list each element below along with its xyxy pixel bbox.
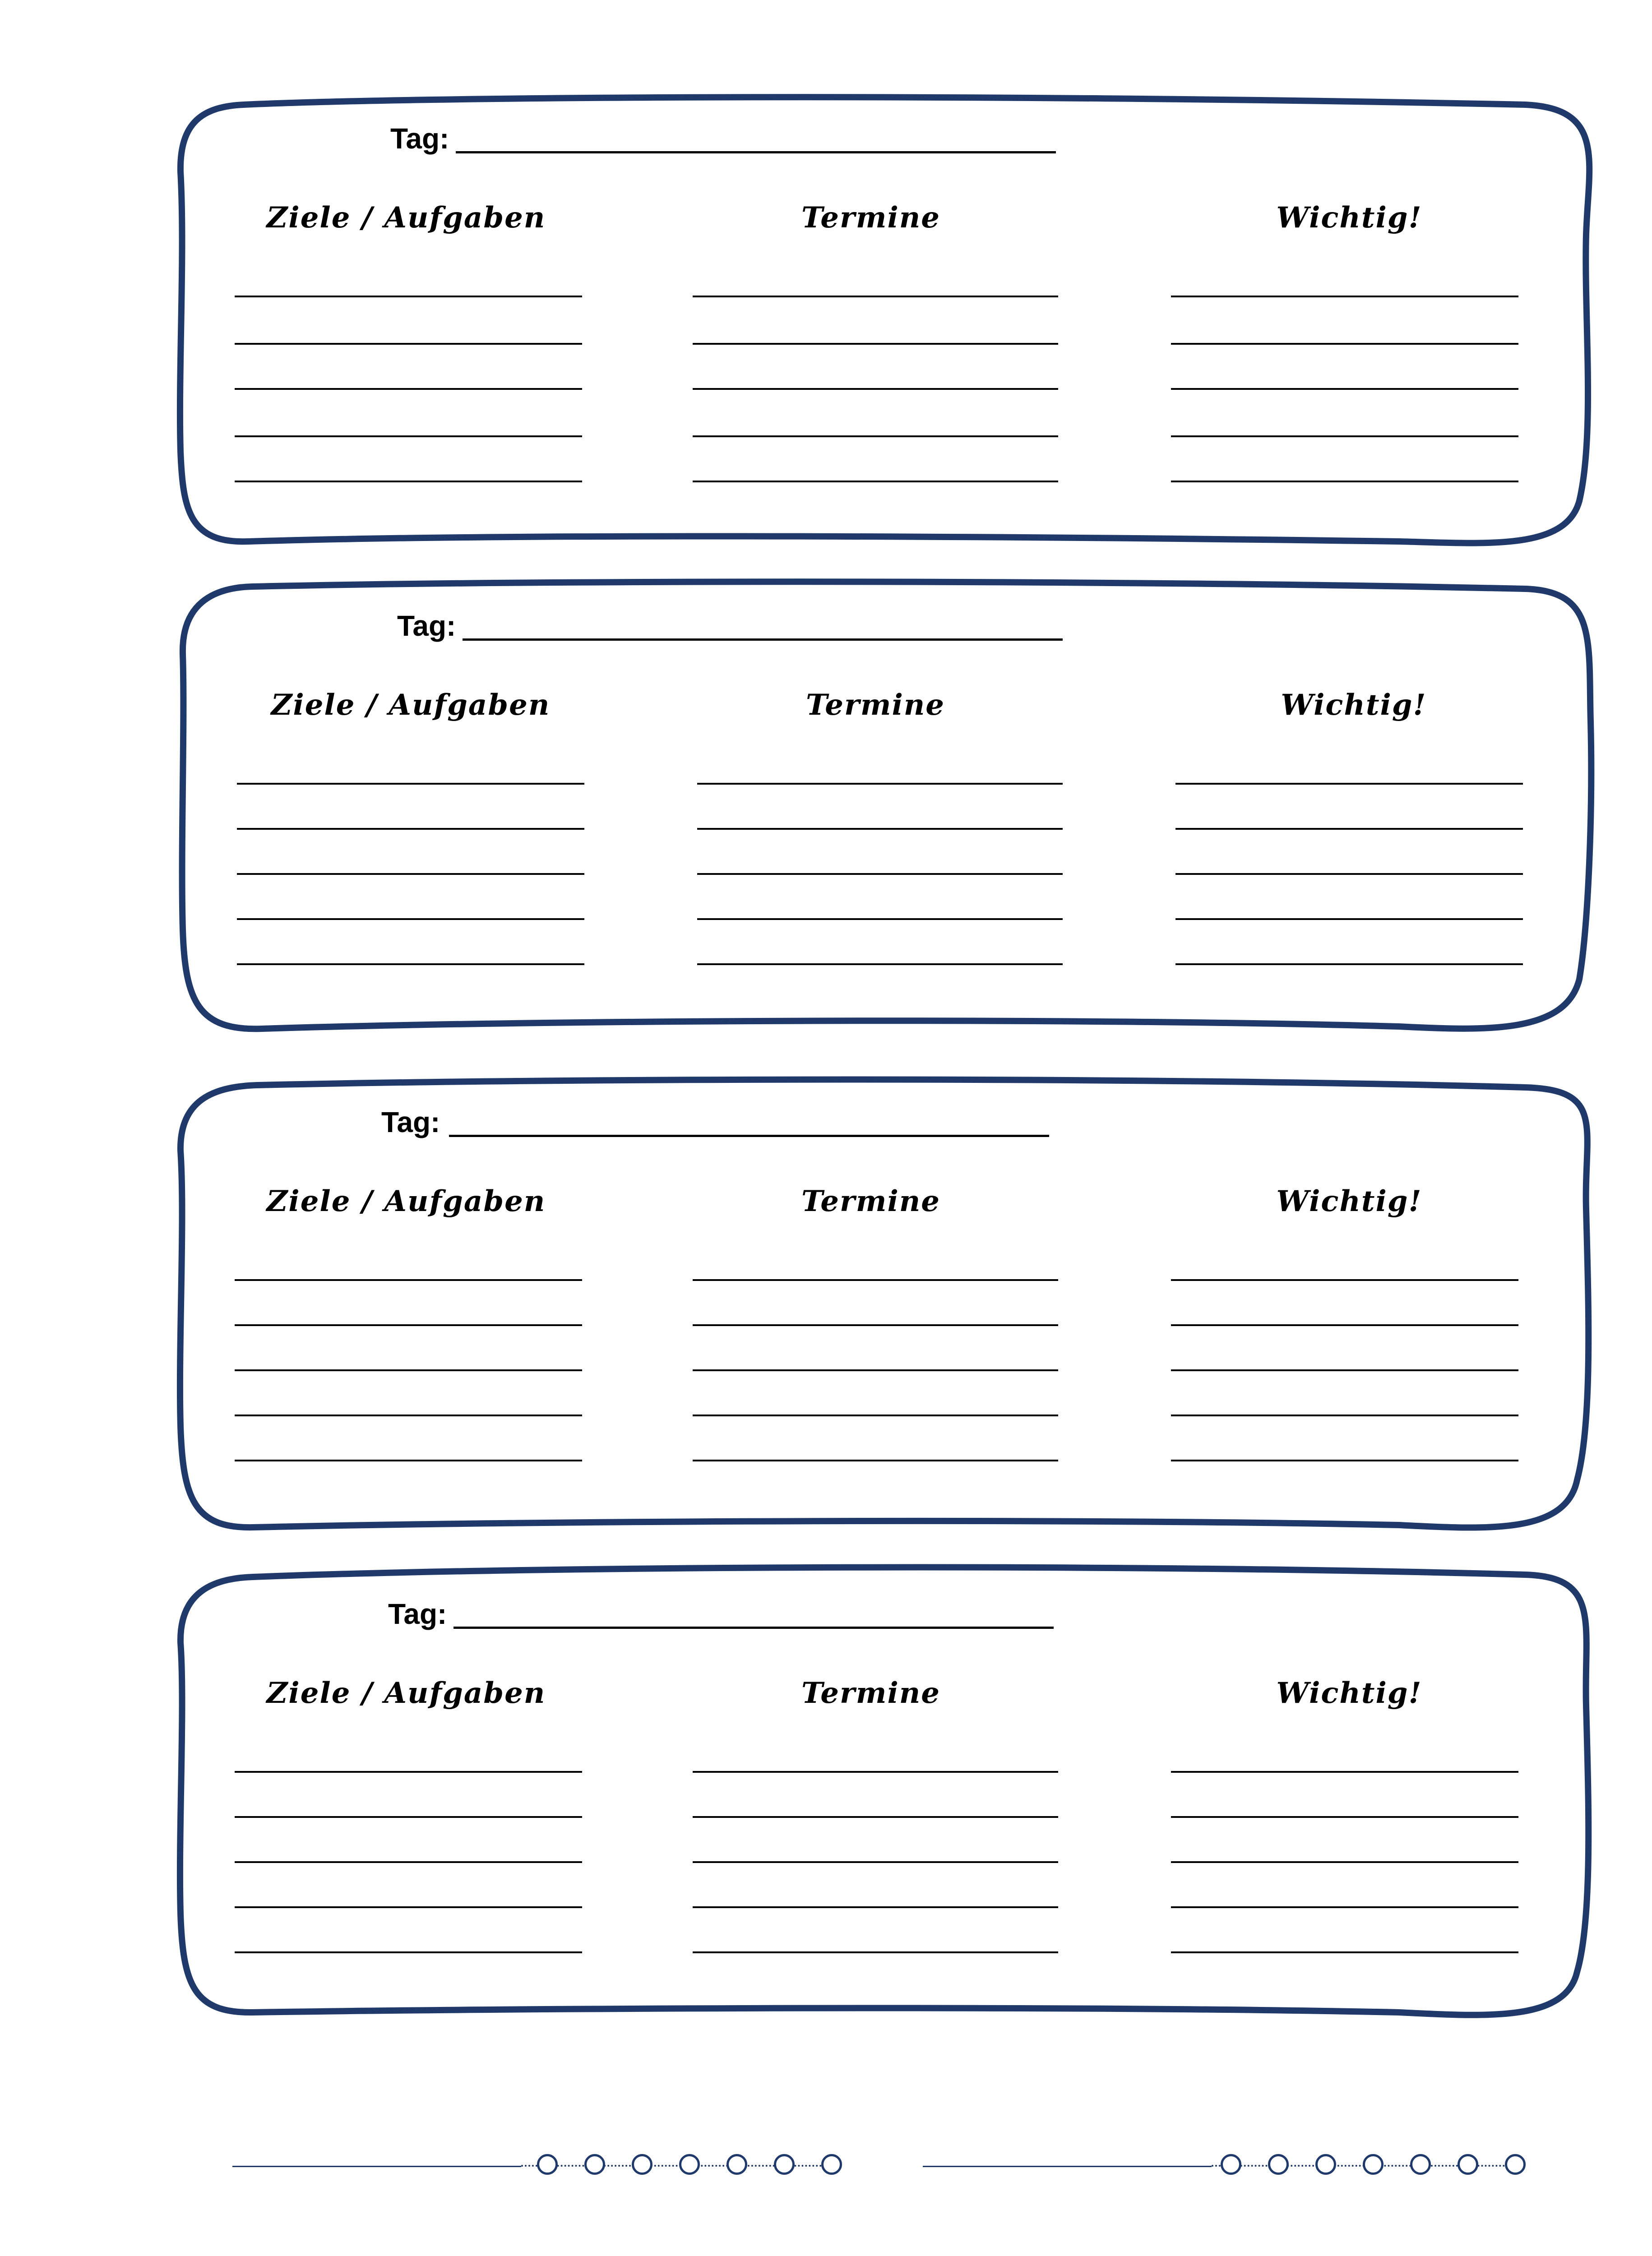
writing-line[interactable]	[1171, 1951, 1518, 1953]
tracker-circle[interactable]	[679, 2154, 700, 2175]
writing-line[interactable]	[697, 783, 1063, 785]
writing-line[interactable]	[235, 343, 582, 345]
column-heading-goals: Ziele / Aufgaben	[266, 1676, 546, 1710]
tracker-circle[interactable]	[1410, 2154, 1431, 2175]
tracker-label-line[interactable]	[923, 2166, 1212, 2167]
day-section-3	[0, 984, 1652, 1480]
writing-line[interactable]	[237, 873, 584, 875]
writing-line[interactable]	[693, 1460, 1058, 1461]
tracker-circle[interactable]	[1268, 2154, 1289, 2175]
writing-line[interactable]	[235, 1460, 582, 1461]
tracker-label-line[interactable]	[232, 2166, 521, 2167]
tracker-circle[interactable]	[1315, 2154, 1336, 2175]
writing-line[interactable]	[237, 963, 584, 965]
habit-tracker-2	[923, 2148, 1536, 2184]
column-heading-appointments: Termine	[801, 1676, 940, 1710]
writing-line[interactable]	[693, 1415, 1058, 1416]
column-heading-goals: Ziele / Aufgaben	[271, 688, 551, 722]
writing-line[interactable]	[1171, 1369, 1518, 1371]
writing-line[interactable]	[1171, 1861, 1518, 1863]
tag-input-line[interactable]	[449, 1135, 1049, 1137]
tracker-circle[interactable]	[632, 2154, 652, 2175]
writing-line[interactable]	[693, 1951, 1058, 1953]
column-heading-appointments: Termine	[801, 201, 940, 235]
tag-input-line[interactable]	[453, 1627, 1054, 1629]
day-section-1	[0, 0, 1652, 496]
writing-line[interactable]	[235, 1951, 582, 1953]
column-heading-appointments: Termine	[806, 688, 945, 722]
column-heading-important: Wichtig!	[1281, 688, 1427, 722]
writing-line[interactable]	[1171, 1906, 1518, 1908]
writing-line[interactable]	[693, 296, 1058, 297]
writing-line[interactable]	[693, 1906, 1058, 1908]
column-heading-goals: Ziele / Aufgaben	[266, 1184, 546, 1218]
tag-input-line[interactable]	[463, 638, 1063, 641]
writing-line[interactable]	[235, 481, 582, 482]
writing-line[interactable]	[235, 1415, 582, 1416]
writing-line[interactable]	[235, 1279, 582, 1281]
habit-tracker-3	[232, 2251, 846, 2256]
tracker-circle[interactable]	[1363, 2154, 1384, 2175]
day-section-2	[0, 487, 1652, 984]
writing-line[interactable]	[235, 1816, 582, 1818]
tracker-circle[interactable]	[1505, 2154, 1526, 2175]
habit-tracker-1	[232, 2148, 846, 2184]
tag-label: Tag:	[388, 1598, 447, 1630]
writing-line[interactable]	[235, 1861, 582, 1863]
column-heading-important: Wichtig!	[1276, 1676, 1422, 1710]
writing-line[interactable]	[237, 918, 584, 920]
tracker-circle[interactable]	[821, 2154, 842, 2175]
writing-line[interactable]	[1171, 388, 1518, 390]
writing-line[interactable]	[1171, 435, 1518, 437]
writing-line[interactable]	[693, 1816, 1058, 1818]
writing-line[interactable]	[235, 1369, 582, 1371]
writing-line[interactable]	[1175, 873, 1523, 875]
writing-line[interactable]	[1171, 1324, 1518, 1326]
writing-line[interactable]	[697, 873, 1063, 875]
writing-line[interactable]	[235, 435, 582, 437]
tag-label: Tag:	[390, 122, 449, 155]
tag-label: Tag:	[397, 610, 456, 642]
writing-line[interactable]	[1175, 783, 1523, 785]
writing-line[interactable]	[697, 963, 1063, 965]
habit-tracker-4	[923, 2251, 1536, 2256]
tracker-circle[interactable]	[1221, 2154, 1241, 2175]
writing-line[interactable]	[235, 1324, 582, 1326]
writing-line[interactable]	[1171, 1816, 1518, 1818]
writing-line[interactable]	[237, 783, 584, 785]
writing-line[interactable]	[693, 1324, 1058, 1326]
writing-line[interactable]	[1175, 918, 1523, 920]
writing-line[interactable]	[693, 1369, 1058, 1371]
writing-line[interactable]	[1171, 343, 1518, 345]
column-heading-important: Wichtig!	[1276, 201, 1422, 235]
writing-line[interactable]	[693, 1771, 1058, 1773]
writing-line[interactable]	[693, 481, 1058, 482]
writing-line[interactable]	[237, 828, 584, 830]
tracker-circle[interactable]	[584, 2154, 605, 2175]
writing-line[interactable]	[1175, 963, 1523, 965]
tracker-circle[interactable]	[774, 2154, 795, 2175]
tracker-circle[interactable]	[537, 2154, 558, 2175]
writing-line[interactable]	[235, 388, 582, 390]
day-section-4	[0, 1475, 1652, 1972]
writing-line[interactable]	[693, 1861, 1058, 1863]
writing-line[interactable]	[693, 435, 1058, 437]
tracker-circle[interactable]	[727, 2154, 747, 2175]
writing-line[interactable]	[693, 1279, 1058, 1281]
writing-line[interactable]	[1171, 481, 1518, 482]
writing-line[interactable]	[693, 343, 1058, 345]
tracker-circle[interactable]	[1458, 2154, 1478, 2175]
writing-line[interactable]	[697, 828, 1063, 830]
writing-line[interactable]	[1171, 1279, 1518, 1281]
writing-line[interactable]	[1171, 1415, 1518, 1416]
writing-line[interactable]	[1175, 828, 1523, 830]
tag-label: Tag:	[381, 1106, 440, 1138]
writing-line[interactable]	[235, 296, 582, 297]
writing-line[interactable]	[235, 1906, 582, 1908]
column-heading-appointments: Termine	[801, 1184, 940, 1218]
writing-line[interactable]	[693, 388, 1058, 390]
writing-line[interactable]	[1171, 1771, 1518, 1773]
writing-line[interactable]	[1171, 296, 1518, 297]
writing-line[interactable]	[235, 1771, 582, 1773]
tag-input-line[interactable]	[456, 151, 1056, 153]
writing-line[interactable]	[1171, 1460, 1518, 1461]
column-heading-goals: Ziele / Aufgaben	[266, 201, 546, 235]
writing-line[interactable]	[697, 918, 1063, 920]
column-heading-important: Wichtig!	[1276, 1184, 1422, 1218]
